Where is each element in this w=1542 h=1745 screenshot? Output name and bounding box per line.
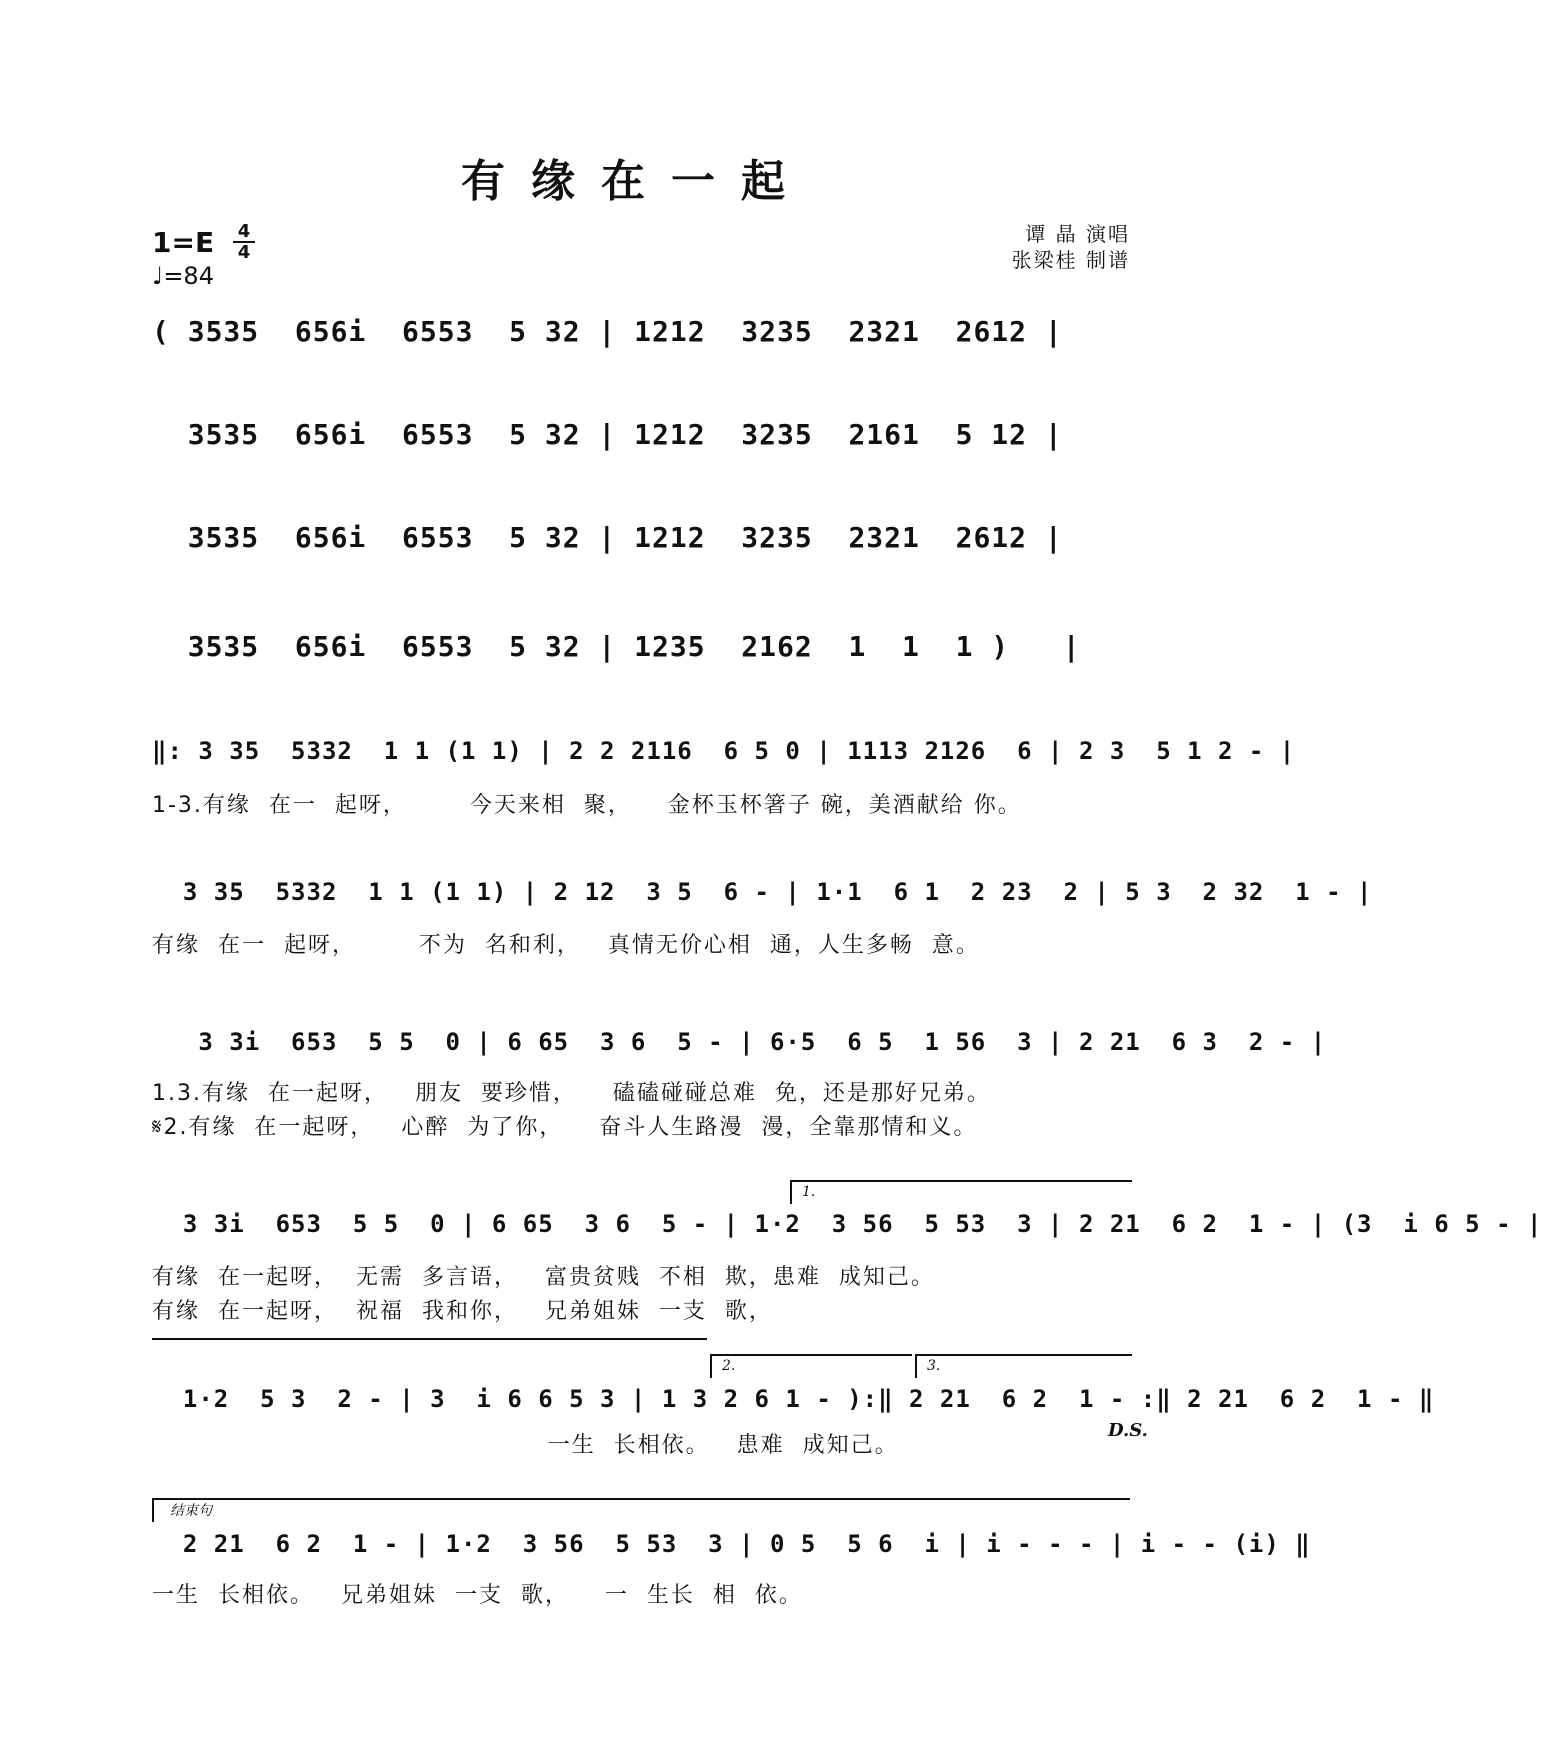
lyric-line-1: 1.3.有缘 在一起呀， 朋友 要珍惜， 磕磕碰碰总难 免，还是那好兄弟。 <box>152 1081 991 1106</box>
notes-line: ‖: 3 35 5332 1 1 (1 1) | 2 2 2116 6 5 0 | 1113 2126 6 | 2 3 5 1 2 - | <box>152 737 1296 765</box>
notes-line: 3535 656i 6553 5 32 | 1212 3235 2321 2612 | <box>152 521 1063 554</box>
lyric-line: 有缘 在一 起呀， 不为 名和利， 真情无价心相 通，人生多畅 意。 <box>152 933 980 958</box>
key-signature: 1=E <box>152 226 215 259</box>
lyric-line-2: 有缘 在一起呀， 祝福 我和你， 兄弟姐妹 一支 歌， <box>152 1299 773 1324</box>
staff-system-3 <box>152 521 1132 579</box>
staff-system-2 <box>152 418 1132 476</box>
notes-line: 3 3i 653 5 5 0 | 6 65 3 6 5 - | 6·5 6 5 1 56 3 | 2 21 6 3 2 - | <box>152 1028 1327 1056</box>
notes-line: 3535 656i 6553 5 32 | 1235 2162 1 1 1 ) | <box>152 630 1081 663</box>
notes-line: 2 21 6 2 1 - | 1·2 3 56 5 53 3 | 0 5 5 6 i | i - - - | i - - (i) ‖ <box>152 1530 1311 1558</box>
lyric-line-2: 𝄋2.有缘 在一起呀， 心醉 为了你， 奋斗人生路漫 漫，全靠那情和义。 <box>152 1115 978 1140</box>
time-signature-bottom: 4 <box>233 241 255 262</box>
credit-transcriber: 张梁桂 制谱 <box>1011 248 1130 272</box>
song-title: 有缘在一起 <box>461 156 811 207</box>
lyric-line: 一生 长相依。 患难 成知己。 <box>152 1433 899 1458</box>
volta-label: 1. <box>802 1184 816 1200</box>
volta-label-3: 3. <box>927 1358 941 1374</box>
notes-line: 3 35 5332 1 1 (1 1) | 2 12 3 5 6 - | 1·1 6 1 2 23 2 | 5 3 2 32 1 - | <box>152 878 1373 906</box>
coda-label: 结束句 <box>170 1503 212 1519</box>
notes-line: 3 3i 653 5 5 0 | 6 65 3 6 5 - | 1·2 3 56 5 53 3 | 2 21 6 2 1 - | (3 i 6 5 - | <box>152 1210 1542 1238</box>
volta-bracket-3 <box>915 1354 1132 1378</box>
staff-system-5 <box>152 737 1296 795</box>
lyric-line-1: 有缘 在一起呀， 无需 多言语， 富贵贫贱 不相 欺，患难 成知己。 <box>152 1265 935 1290</box>
notes-line: ( 3535 656i 6553 5 32 | 1212 3235 2321 2612 | <box>152 315 1063 348</box>
volta-label-2: 2. <box>722 1358 736 1374</box>
volta-continuation-line <box>152 1338 707 1340</box>
coda-bracket <box>152 1498 1130 1522</box>
volta-bracket-2 <box>710 1354 912 1378</box>
credit-performer: 谭 晶 演唱 <box>1025 222 1130 246</box>
notes-line: 1·2 5 3 2 - | 3 i 6 6 5 3 | 1 3 2 6 1 - ):‖ 2 21 6 2 1 - :‖ 2 21 6 2 1 - ‖ <box>152 1385 1435 1413</box>
staff-system-4 <box>152 630 1132 688</box>
volta-bracket-1 <box>790 1180 1132 1204</box>
notes-line: 3535 656i 6553 5 32 | 1212 3235 2161 5 12 | <box>152 418 1063 451</box>
dal-segno-mark: D.S. <box>1108 1420 1148 1441</box>
lyric-line: 1-3.有缘 在一 起呀， 今天来相 聚， 金杯玉杯箸子 碗，美酒献给 你。 <box>152 793 1022 818</box>
tempo-mark: ♩=84 <box>152 262 214 290</box>
staff-system-1 <box>152 315 1132 373</box>
time-signature <box>233 222 255 262</box>
time-signature-top: 4 <box>237 221 251 242</box>
lyric-line: 一生 长相依。 兄弟姐妹 一支 歌， 一 生长 相 依。 <box>152 1583 803 1608</box>
